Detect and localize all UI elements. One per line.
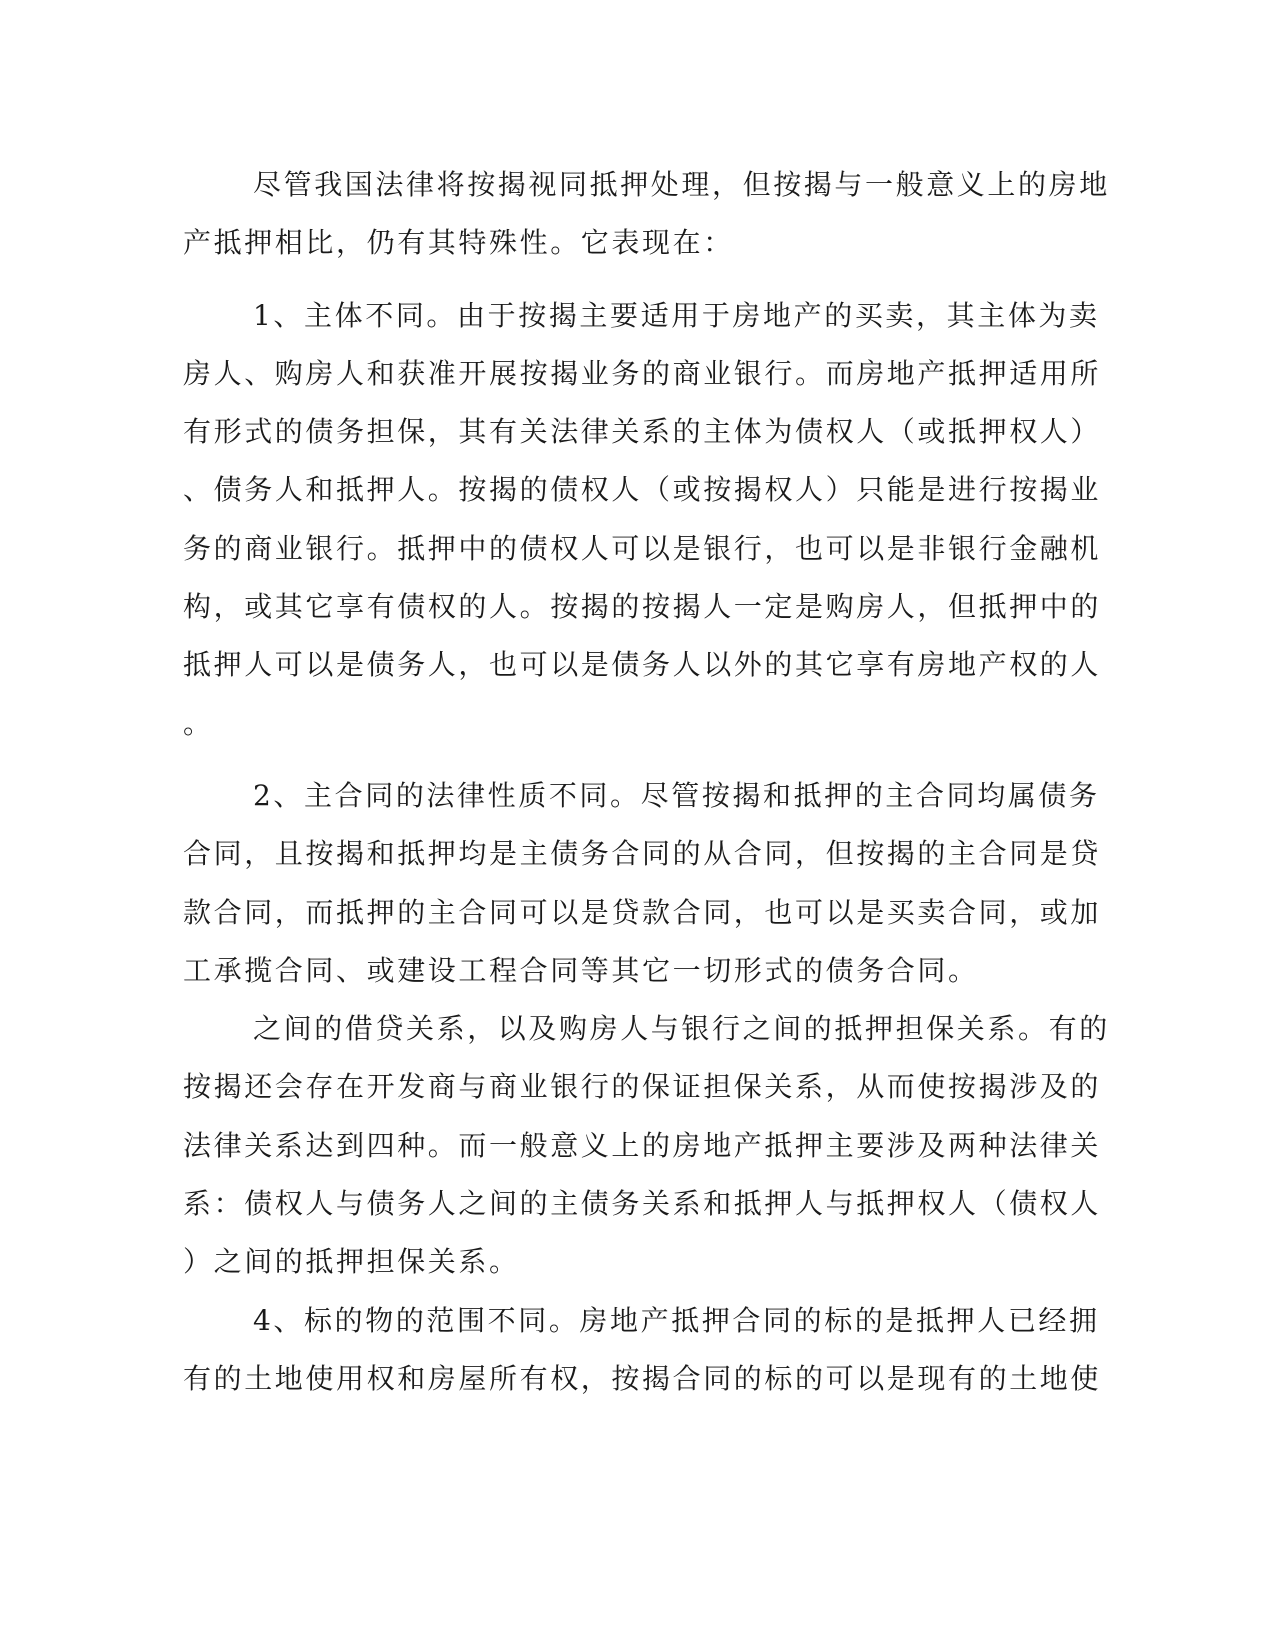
paragraph-line: ）之间的抵押担保关系。 (183, 1245, 520, 1279)
paragraph-line: 尽管我国法律将按揭视同抵押处理，但按揭与一般意义上的房地 (253, 168, 1110, 201)
paragraph-line: 4、标的物的范围不同。房地产抵押合同的标的是抵押人已经拥 (253, 1303, 1100, 1337)
paragraph-line: 有形式的债务担保，其有关法律关系的主体为债权人（或抵押权人） (183, 415, 1102, 449)
paragraph-line: 、债务人和抵押人。按揭的债权人（或按揭权人）只能是进行按揭业 (183, 473, 1102, 507)
paragraph-main-contract-difference (183, 767, 1102, 1000)
paragraph-line: 工承揽合同、或建设工程合同等其它一切形式的债务合同。 (183, 953, 979, 987)
paragraph-intro (183, 156, 1110, 273)
document-body (183, 156, 1110, 1408)
paragraph-subject-matter-difference (183, 1292, 1102, 1409)
paragraph-line: 法律关系达到四种。而一般意义上的房地产抵押主要涉及两种法律关 (183, 1128, 1102, 1162)
paragraph-line: 产抵押相比，仍有其特殊性。它表现在： (183, 226, 734, 260)
paragraph-line: 按揭还会存在开发商与商业银行的保证担保关系，从而使按揭涉及的 (183, 1070, 1102, 1104)
paragraph-line: 构，或其它享有债权的人。按揭的按揭人一定是购房人，但抵押中的 (183, 590, 1102, 624)
paragraph-line: 款合同，而抵押的主合同可以是贷款合同，也可以是买卖合同，或加 (183, 895, 1102, 929)
paragraph-line: 系：债权人与债务人之间的主债务关系和抵押人与抵押权人（债权人 (183, 1187, 1102, 1221)
paragraph-line: 合同，且按揭和抵押均是主债务合同的从合同，但按揭的主合同是贷 (183, 837, 1102, 871)
paragraph-legal-relations (183, 1000, 1110, 1291)
paragraph-line: 。 (183, 706, 214, 740)
paragraph-line: 抵押人可以是债务人，也可以是债务人以外的其它享有房地产权的人 (183, 648, 1102, 682)
paragraph-line: 房人、购房人和获准开展按揭业务的商业银行。而房地产抵押适用所 (183, 356, 1102, 390)
paragraph-line: 务的商业银行。抵押中的债权人可以是银行，也可以是非银行金融机 (183, 531, 1102, 565)
paragraph-line: 2、主合同的法律性质不同。尽管按揭和抵押的主合同均属债务 (253, 778, 1100, 812)
paragraph-line: 有的土地使用权和房屋所有权，按揭合同的标的可以是现有的土地使 (183, 1361, 1102, 1395)
paragraph-subject-difference (183, 287, 1102, 753)
paragraph-line: 1、主体不同。由于按揭主要适用于房地产的买卖，其主体为卖 (253, 298, 1100, 332)
paragraph-line: 之间的借贷关系，以及购房人与银行之间的抵押担保关系。有的 (253, 1012, 1110, 1046)
